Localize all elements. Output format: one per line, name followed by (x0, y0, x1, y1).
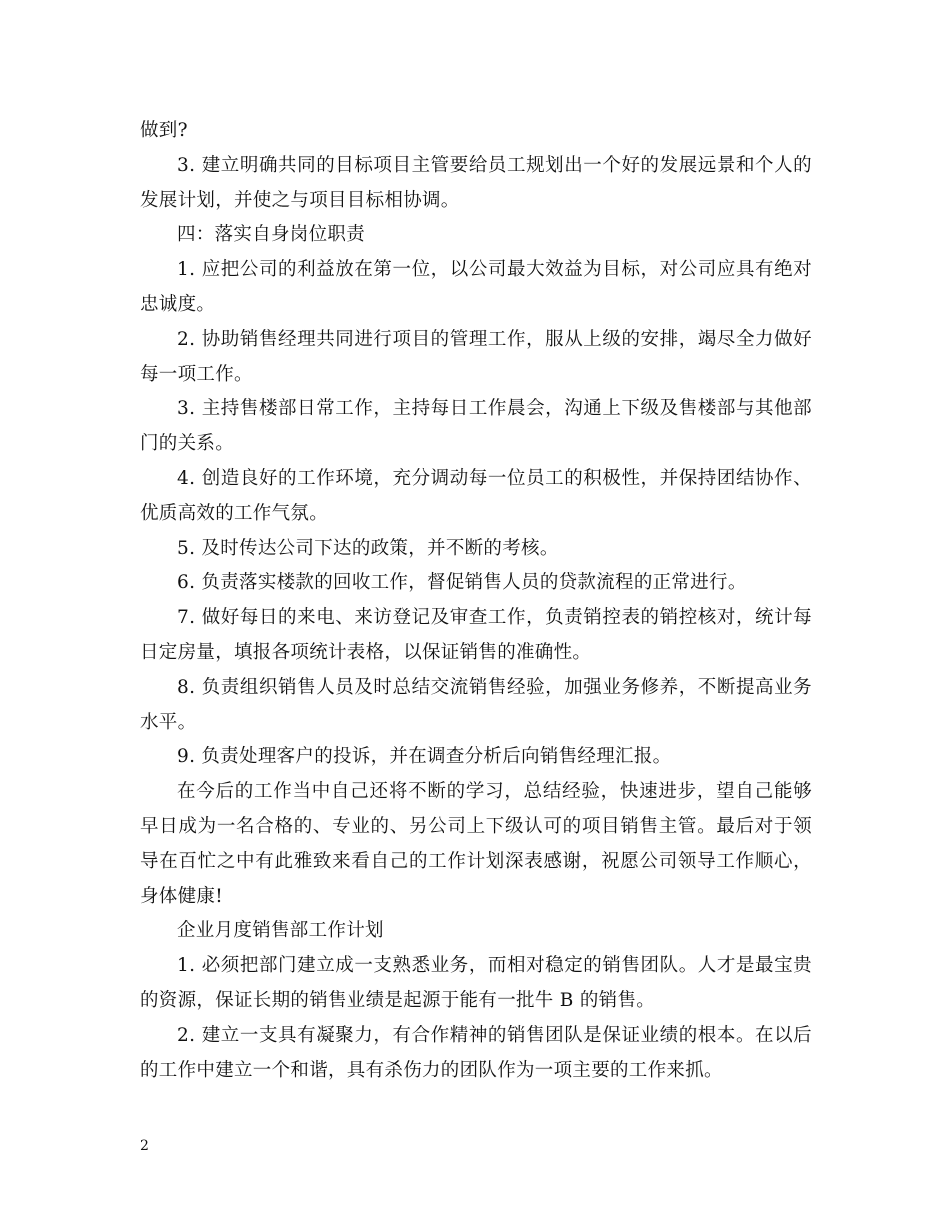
paragraph: 5. 及时传达公司下达的政策，并不断的考核。 (177, 537, 559, 559)
paragraph: 6. 负责落实楼款的回收工作，督促销售人员的贷款流程的正常进行。 (177, 572, 747, 594)
paragraph: 8. 负责组织销售人员及时总结交流销售经验，加强业务修养，不断提高业务水平。 (140, 676, 812, 733)
paragraph: 1. 应把公司的利益放在第一位，以公司最大效益为目标，对公司应具有绝对忠诚度。 (140, 259, 812, 315)
page-number: 2 (140, 1138, 149, 1154)
paragraph: 2. 协助销售经理共同进行项目的管理工作，服从上级的安排，竭尽全力做好每一项工作。 (140, 328, 812, 385)
paragraph: 在今后的工作当中自己还将不断的学习，总结经验，快速进步，望自己能够早日成为一名合格的、专业的、另公司上下级认可的项目销售主管。最后对于领导在百忙之中有此雅致来看自己的工作计划深表感谢，祝愿公司领导工作顺心，身体健康! (140, 781, 812, 907)
paragraph: 1. 必须把部门建立成一支熟悉业务，而相对稳定的销售团队。人才是最宝贵的资源，保证长期的销售业绩是起源于能有一批牛 B 的销售。 (140, 955, 812, 1011)
paragraph: 7. 做好每日的来电、来访登记及审查工作，负责销控表的销控核对，统计每日定房量，填报各项统计表格，以保证销售的准确性。 (140, 607, 812, 663)
paragraph: 2. 建立一支具有凝聚力，有合作精神的销售团队是保证业绩的根本。在以后的工作中建立一个和谐，具有杀伤力的团队作为一项主要的工作来抓。 (140, 1024, 812, 1081)
document-body (140, 114, 812, 1088)
paragraph: 4. 创造良好的工作环境，充分调动每一位员工的积极性，并保持团结协作、优质高效的工作气氛。 (140, 467, 812, 524)
paragraph: 9. 负责处理客户的投诉，并在调查分析后向销售经理汇报。 (177, 746, 672, 768)
paragraph: 3. 建立明确共同的目标项目主管要给员工规划出一个好的发展远景和个人的发展计划，并使之与项目目标相协调。 (140, 154, 812, 211)
paragraph: 3. 主持售楼部日常工作，主持每日工作晨会，沟通上下级及售楼部与其他部门的关系。 (140, 398, 812, 455)
section-heading: 四：落实自身岗位职责 (177, 224, 366, 246)
paragraph: 做到? (140, 120, 188, 141)
section-heading: 企业月度销售部工作计划 (177, 920, 384, 942)
